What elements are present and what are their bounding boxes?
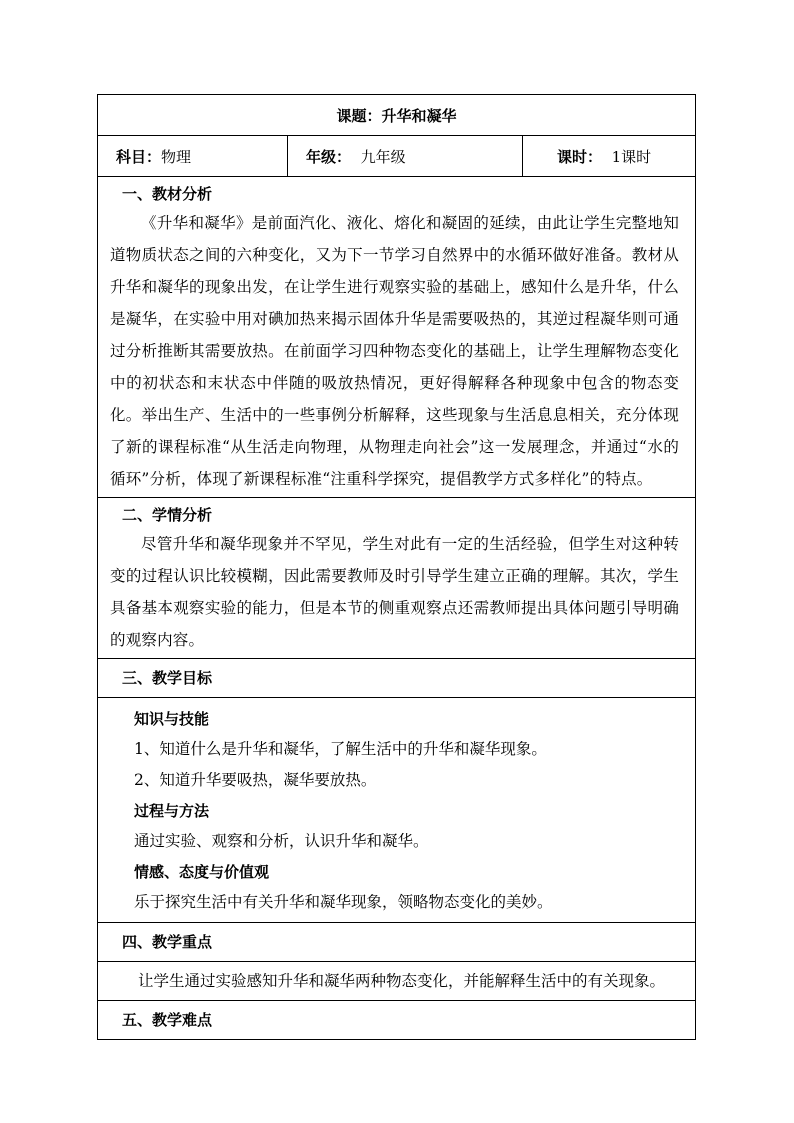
text-line: 举出生产、生活中的一些事例分析解释，这些现象与生活息息相关，充分体现了新的: [110, 406, 680, 456]
textbook-analysis-heading: 一、教材分析: [122, 185, 213, 203]
text-line: 升华和凝华的现象出发，在让学生进行观察实验的基础上，感知什么是升华，什么: [110, 278, 680, 296]
student-analysis-section: [98, 498, 696, 659]
textbook-analysis-section: [98, 177, 696, 498]
hours-label: 课时：: [557, 147, 603, 166]
text-line: 观察内容。: [125, 631, 205, 649]
grade-value: 九年级: [360, 147, 406, 166]
difficulty-heading: 五、教学难点: [122, 1011, 213, 1029]
key-points-text: 让学生通过实验感知升华和凝华两种物态变化，并能解释生活中的有关现象。: [138, 971, 666, 990]
key-points-heading-cell: [98, 923, 696, 962]
subject-label: 科目：: [116, 147, 162, 166]
teaching-goals-section: [98, 698, 696, 923]
text-line: 分析，体现了新课程标准“注重科学探究，提倡教学方式多样化”的特点。: [149, 470, 653, 488]
text-line: 是凝华，在实验中用对碘加热来揭示固体升华是需要吸热的，其逆过程凝华则可通: [110, 310, 680, 328]
hours-cell: [523, 136, 696, 177]
process-item-1: 通过实验、观察和分析，认识升华和凝华。: [134, 832, 429, 850]
lesson-plan-table: [97, 94, 696, 1040]
subject-cell: [98, 136, 288, 177]
emotion-item-1: 乐于探究生活中有关升华和凝华现象，领略物态变化的美妙。: [134, 893, 553, 911]
teaching-goals-heading: 三、教学目标: [122, 669, 213, 687]
grade-label: 年级：: [306, 147, 352, 166]
emotion-values-title: 情感、态度与价值观: [134, 863, 270, 881]
process-methods-title: 过程与方法: [134, 802, 210, 820]
text-line: 备基本观察实验的能力，但是本节的侧重观察点还需教师提出具体问题引导明确的: [110, 599, 680, 649]
teaching-goals-heading-cell: [98, 659, 696, 698]
key-points-heading: 四、教学重点: [122, 933, 213, 951]
text-line: 的过程认识比较模糊，因此需要教师及时引导学生建立正确的理解。其次，学生具: [110, 567, 680, 617]
knowledge-item-2: 2、知道升华要吸热，凝华要放热。: [134, 771, 377, 789]
text-line: 中的初状态和末状态中伴随的吸放热情况，更好得解释各种现象中包含的物态变化。: [110, 374, 680, 424]
subject-value: 物理: [161, 147, 192, 166]
lesson-title: 课题：升华和凝华: [98, 95, 696, 136]
textbook-analysis-text: [110, 207, 679, 495]
text-line: 课程标准“从生活走向物理，从物理走向社会”这一发展理念，并通过“水的循环”: [110, 438, 680, 488]
text-line: 《升华和凝华》是前面汽化、液化、熔化和凝固的延续，由此让学生完整地知: [141, 214, 680, 232]
grade-cell: [288, 136, 523, 177]
knowledge-skills-title: 知识与技能: [134, 710, 210, 728]
text-line: 道物质状态之间的六种变化，又为下一节学习自然界中的水循环做好准备。教材从: [110, 246, 680, 264]
knowledge-item-1: 1、知道什么是升华和凝华，了解生活中的升华和凝华现象。: [134, 740, 547, 758]
student-analysis-text: [110, 528, 679, 656]
hours-value: 1课时: [611, 147, 652, 166]
difficulty-heading-cell: [98, 1001, 696, 1040]
text-line: 尽管升华和凝华现象并不罕见，学生对此有一定的生活经验，但学生对这种转变: [110, 535, 680, 585]
key-points-text-cell: [98, 962, 696, 1001]
student-analysis-heading: 二、学情分析: [122, 506, 213, 524]
text-line: 过分析推断其需要放热。在前面学习四种物态变化的基础上，让学生理解物态变化: [110, 342, 680, 360]
